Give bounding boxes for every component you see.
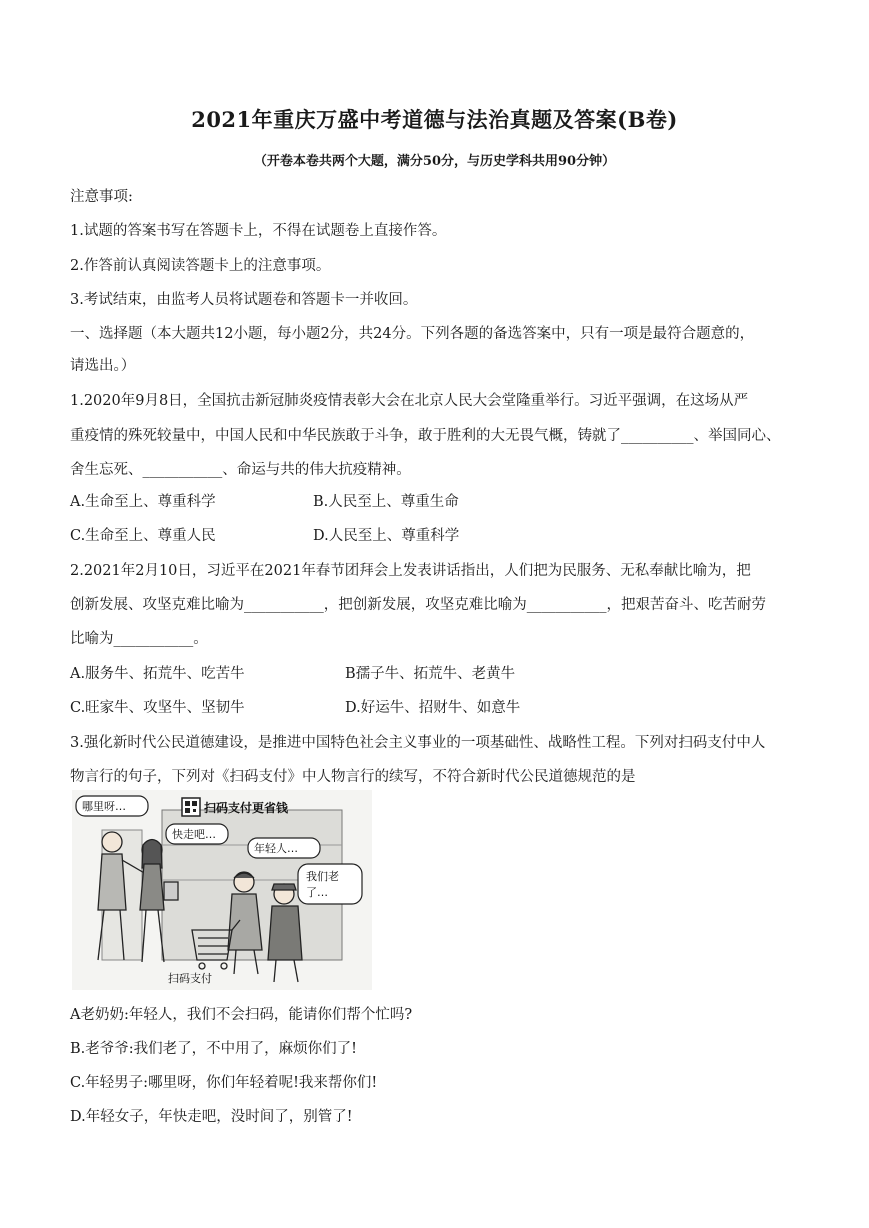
question-1-text: 舍生忘死、___________、命运与共的伟大抗疫精神。 [70,462,411,478]
bubble-grandpa-line1: 我们老 [306,870,339,883]
question-1-option-b[interactable]: B.人民至上、尊重生命 [313,494,459,510]
question-1-text: 1.2020年9月8日，全国抗击新冠肺炎疫情表彰大会在北京人民大会堂隆重举行。习近平强调，在这场从严 [70,393,749,409]
question-3-option-d[interactable]: D.年轻女子，年快走吧，没时间了，别管了! [70,1109,353,1125]
question-2-text: 2.2021年2月10日，习近平在2021年春节团拜会上发表讲话指出，人们把为民服务、无私奉献比喻为，把 [70,563,751,579]
qr-code-icon [182,798,200,816]
section-heading-cont: 请选出。） [70,358,136,374]
notice-item: 3.考试结束，由监考人员将试题卷和答题卡一并收回。 [70,292,418,308]
cartoon-caption: 扫码支付 [168,972,212,985]
scan-pay-cartoon [72,790,372,990]
question-2-option-b[interactable]: B孺子牛、拓荒牛、老黄牛 [345,666,516,682]
question-2-option-d[interactable]: D.好运牛、招财牛、如意牛 [345,700,521,716]
bubble-man: 哪里呀… [82,800,126,813]
question-1-text: 重疫情的殊死较量中，中国人民和中华民族敢于斗争，敢于胜利的大无畏气概，铸就了__________、举国同心、 [70,428,781,444]
exam-subtitle: （开卷本卷共两个大题，满分50分，与历史学科共用90分钟） [253,154,616,169]
bubble-woman: 快走吧… [172,828,216,841]
question-3-option-b[interactable]: B.老爷爷:我们老了，不中用了，麻烦你们了! [70,1041,357,1057]
question-2-text: 比喻为___________。 [70,631,208,647]
question-3-option-c[interactable]: C.年轻男子:哪里呀，你们年轻着呢!我来帮你们! [70,1075,378,1091]
question-3-text: 3.强化新时代公民道德建设，是推进中国特色社会主义事业的一项基础性、战略性工程。下列对扫码支付中人 [70,735,766,751]
section-heading: 一、选择题（本大题共12小题，每小题2分，共24分。下列各题的备选答案中，只有一项是最符合题意的， [70,326,755,342]
notice-heading: 注意事项: [70,189,133,205]
question-3-text: 物言行的句子，下列对《扫码支付》中人物言行的续写，不符合新时代公民道德规范的是 [70,769,636,785]
question-2-option-a[interactable]: A.服务牛、拓荒牛、吃苦牛 [70,666,245,682]
question-3-option-a[interactable]: A老奶奶:年轻人，我们不会扫码，能请你们帮个忙吗? [70,1007,413,1023]
document-title: 2021年重庆万盛中考道德与法治真题及答案(B卷) [191,107,678,132]
bubble-grandpa-line2: 了… [306,886,328,899]
notice-item: 2.作答前认真阅读答题卡上的注意事项。 [70,258,331,274]
question-1-option-a[interactable]: A.生命至上、尊重科学 [70,494,216,510]
question-1-option-d[interactable]: D.人民至上、尊重科学 [313,528,460,544]
notice-item: 1.试题的答案书写在答题卡上，不得在试题卷上直接作答。 [70,223,447,239]
question-1-option-c[interactable]: C.生命至上、尊重人民 [70,528,216,544]
question-2-option-c[interactable]: C.旺家牛、攻坚牛、坚韧牛 [70,700,245,716]
question-2-text: 创新发展、攻坚克难比喻为___________，把创新发展，攻坚克难比喻为___________，把艰苦奋斗、吃苦耐劳 [70,597,766,613]
cartoon-sign-text: 扫码支付更省钱 [204,801,289,815]
bubble-grandma: 年轻人… [254,842,298,855]
